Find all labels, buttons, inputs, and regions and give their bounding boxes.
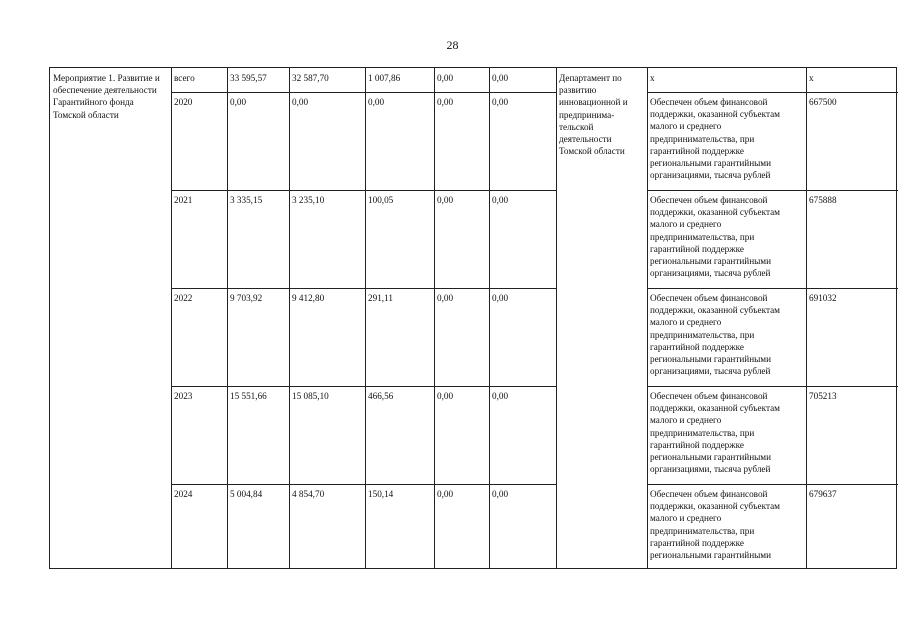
total-amount-cell: 0,00 (230, 97, 247, 107)
year-cell: 2023 (174, 391, 193, 401)
activity-name: Мероприятие 1. Развитие и обеспечение деятельности Гарантийного фонда Томской области (53, 73, 160, 120)
amount-col2-cell: 32 587,70 (292, 73, 329, 83)
amount-col2-cell: 0,00 (292, 97, 309, 107)
amount-col4-cell: 0,00 (437, 489, 454, 499)
amount-col4-cell: 0,00 (437, 293, 454, 303)
responsible-department: Департамент по развитию инновационной и предпринима-тельской деятельности Томской области (559, 73, 628, 157)
total-amount-cell: 33 595,57 (230, 73, 267, 83)
amount-col5-cell: 0,00 (492, 489, 509, 499)
amount-col5-cell: 0,00 (492, 73, 509, 83)
indicator-value-cell: 675888 (809, 195, 837, 205)
amount-col3-cell: 1 007,86 (368, 73, 401, 83)
total-amount-cell: 5 004,84 (230, 489, 263, 499)
amount-col3-cell: 466,56 (368, 391, 394, 401)
indicator-value-cell: 691032 (809, 293, 837, 303)
amount-col4-cell: 0,00 (437, 391, 454, 401)
indicator-cell: Обеспечен объем финансовой поддержки, оказанной субъектам малого и среднего предпринимательства, при гарантийной поддержке региональными гарантийными организациями, тысяча рублей (650, 391, 780, 475)
period-cell: всего (174, 73, 195, 83)
budget-table (49, 67, 897, 569)
amount-col3-cell: 150,14 (368, 489, 394, 499)
amount-col2-cell: 4 854,70 (292, 489, 325, 499)
amount-col4-cell: 0,00 (437, 195, 454, 205)
indicator-cell: Обеспечен объем финансовой поддержки, оказанной субъектам малого и среднего предпринимательства, при гарантийной поддержке региональными гарантийными (650, 489, 780, 561)
amount-col2-cell: 15 085,10 (292, 391, 329, 401)
amount-col3-cell: 0,00 (368, 97, 385, 107)
year-cell: 2024 (174, 489, 193, 499)
year-cell: 2020 (174, 97, 193, 107)
indicator-value-cell: 667500 (809, 97, 837, 107)
indicator-cell: Обеспечен объем финансовой поддержки, оказанной субъектам малого и среднего предпринимательства, при гарантийной поддержке региональными гарантийными организациями, тысяча рублей (650, 97, 780, 181)
indicator-value-cell: х (809, 73, 814, 83)
amount-col4-cell: 0,00 (437, 73, 454, 83)
amount-col4-cell: 0,00 (437, 97, 454, 107)
total-amount-cell: 15 551,66 (230, 391, 267, 401)
total-amount-cell: 9 703,92 (230, 293, 263, 303)
amount-col5-cell: 0,00 (492, 293, 509, 303)
amount-col2-cell: 9 412,80 (292, 293, 325, 303)
amount-col5-cell: 0,00 (492, 195, 509, 205)
amount-col5-cell: 0,00 (492, 391, 509, 401)
year-cell: 2022 (174, 293, 193, 303)
indicator-cell: Обеспечен объем финансовой поддержки, оказанной субъектам малого и среднего предпринимательства, при гарантийной поддержке региональными гарантийными организациями, тысяча рублей (650, 195, 780, 279)
total-amount-cell: 3 335,15 (230, 195, 263, 205)
indicator-cell: Обеспечен объем финансовой поддержки, оказанной субъектам малого и среднего предпринимательства, при гарантийной поддержке региональными гарантийными организациями, тысяча рублей (650, 293, 780, 377)
year-cell: 2021 (174, 195, 193, 205)
indicator-value-cell: 679637 (809, 489, 837, 499)
amount-col3-cell: 100,05 (368, 195, 394, 205)
page-number: 28 (446, 38, 459, 52)
indicator-cell: х (650, 73, 655, 83)
amount-col5-cell: 0,00 (492, 97, 509, 107)
amount-col2-cell: 3 235,10 (292, 195, 325, 205)
amount-col3-cell: 291,11 (368, 293, 393, 303)
indicator-value-cell: 705213 (809, 391, 837, 401)
